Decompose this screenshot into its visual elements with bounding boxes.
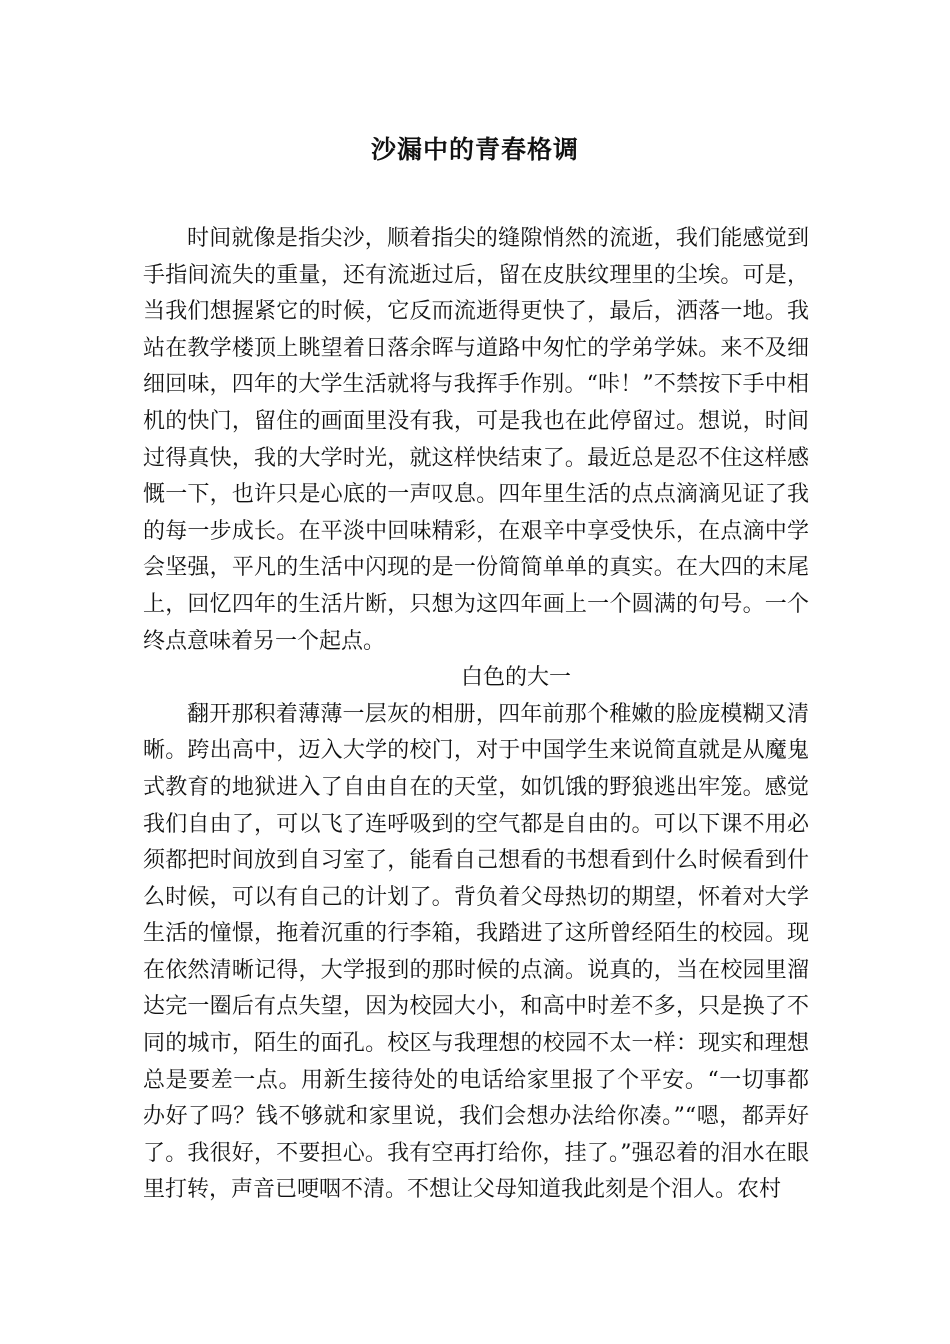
document-body: [143, 221, 809, 1209]
section-heading: 白色的大一: [460, 665, 571, 691]
section-paragraph: 翻开那积着薄薄一层灰的相册，四年前那个稚嫩的脸庞模糊又清晰。跨出高中，迈入大学的校门，对于中国学生来说简直就是从魔鬼式教育的地狱进入了自由自在的天堂，如饥饿的野狼逃出牢笼。感觉我们自由了，可以飞了连呼吸到的空气都是自由的。可以下课不用必须都把时间放到自习室了，能看自己想看的书想看到什么时候看到什么时候，可以有自己的计划了。背负着父母热切的期望，怀着对大学生活的憧憬，拖着沉重的行李箱，我踏进了这所曾经陌生的校园。现在依然清晰记得，大学报到的那时候的点滴。说真的，当在校园里溜达完一圈后有点失望，因为校园大小，和高中时差不多，只是换了不同的城市，陌生的面孔。校区与我理想的校园不太一样：现实和理想总是要差一点。用新生接待处的电话给家里报了个平安。“一切事都办好了吗？钱不够就和家里说，我们会想办法给你凑。”“嗯，都弄好了。我很好，不要担心。我有空再打给你，挂了。”强忍着的泪水在眼里打转，声音已哽咽不清。不想让父母知道我此刻是个泪人。农村: [143, 701, 809, 1203]
document-title: 沙漏中的青春格调: [370, 135, 579, 164]
intro-paragraph: 时间就像是指尖沙，顺着指尖的缝隙悄然的流逝，我们能感觉到手指间流失的重量，还有流逝过后，留在皮肤纹理里的尘埃。可是，当我们想握紧它的时候，它反而流逝得更快了，最后，洒落一地。我站在教学楼顶上眺望着日落余晖与道路中匆忙的学弟学妹。来不及细细回味，四年的大学生活就将与我挥手作别。“咔！”不禁按下手中相机的快门，留住的画面里没有我，可是我也在此停留过。想说，时间过得真快，我的大学时光，就这样快结束了。最近总是忍不住这样感慨一下，也许只是心底的一声叹息。四年里生活的点点滴滴见证了我的每一步成长。在平淡中回味精彩，在艰辛中享受快乐，在点滴中学会坚强，平凡的生活中闪现的是一份简简单单的真实。在大四的末尾上，回忆四年的生活片断，只想为这四年画上一个圆满的句号。一个终点意味着另一个起点。: [143, 226, 809, 654]
